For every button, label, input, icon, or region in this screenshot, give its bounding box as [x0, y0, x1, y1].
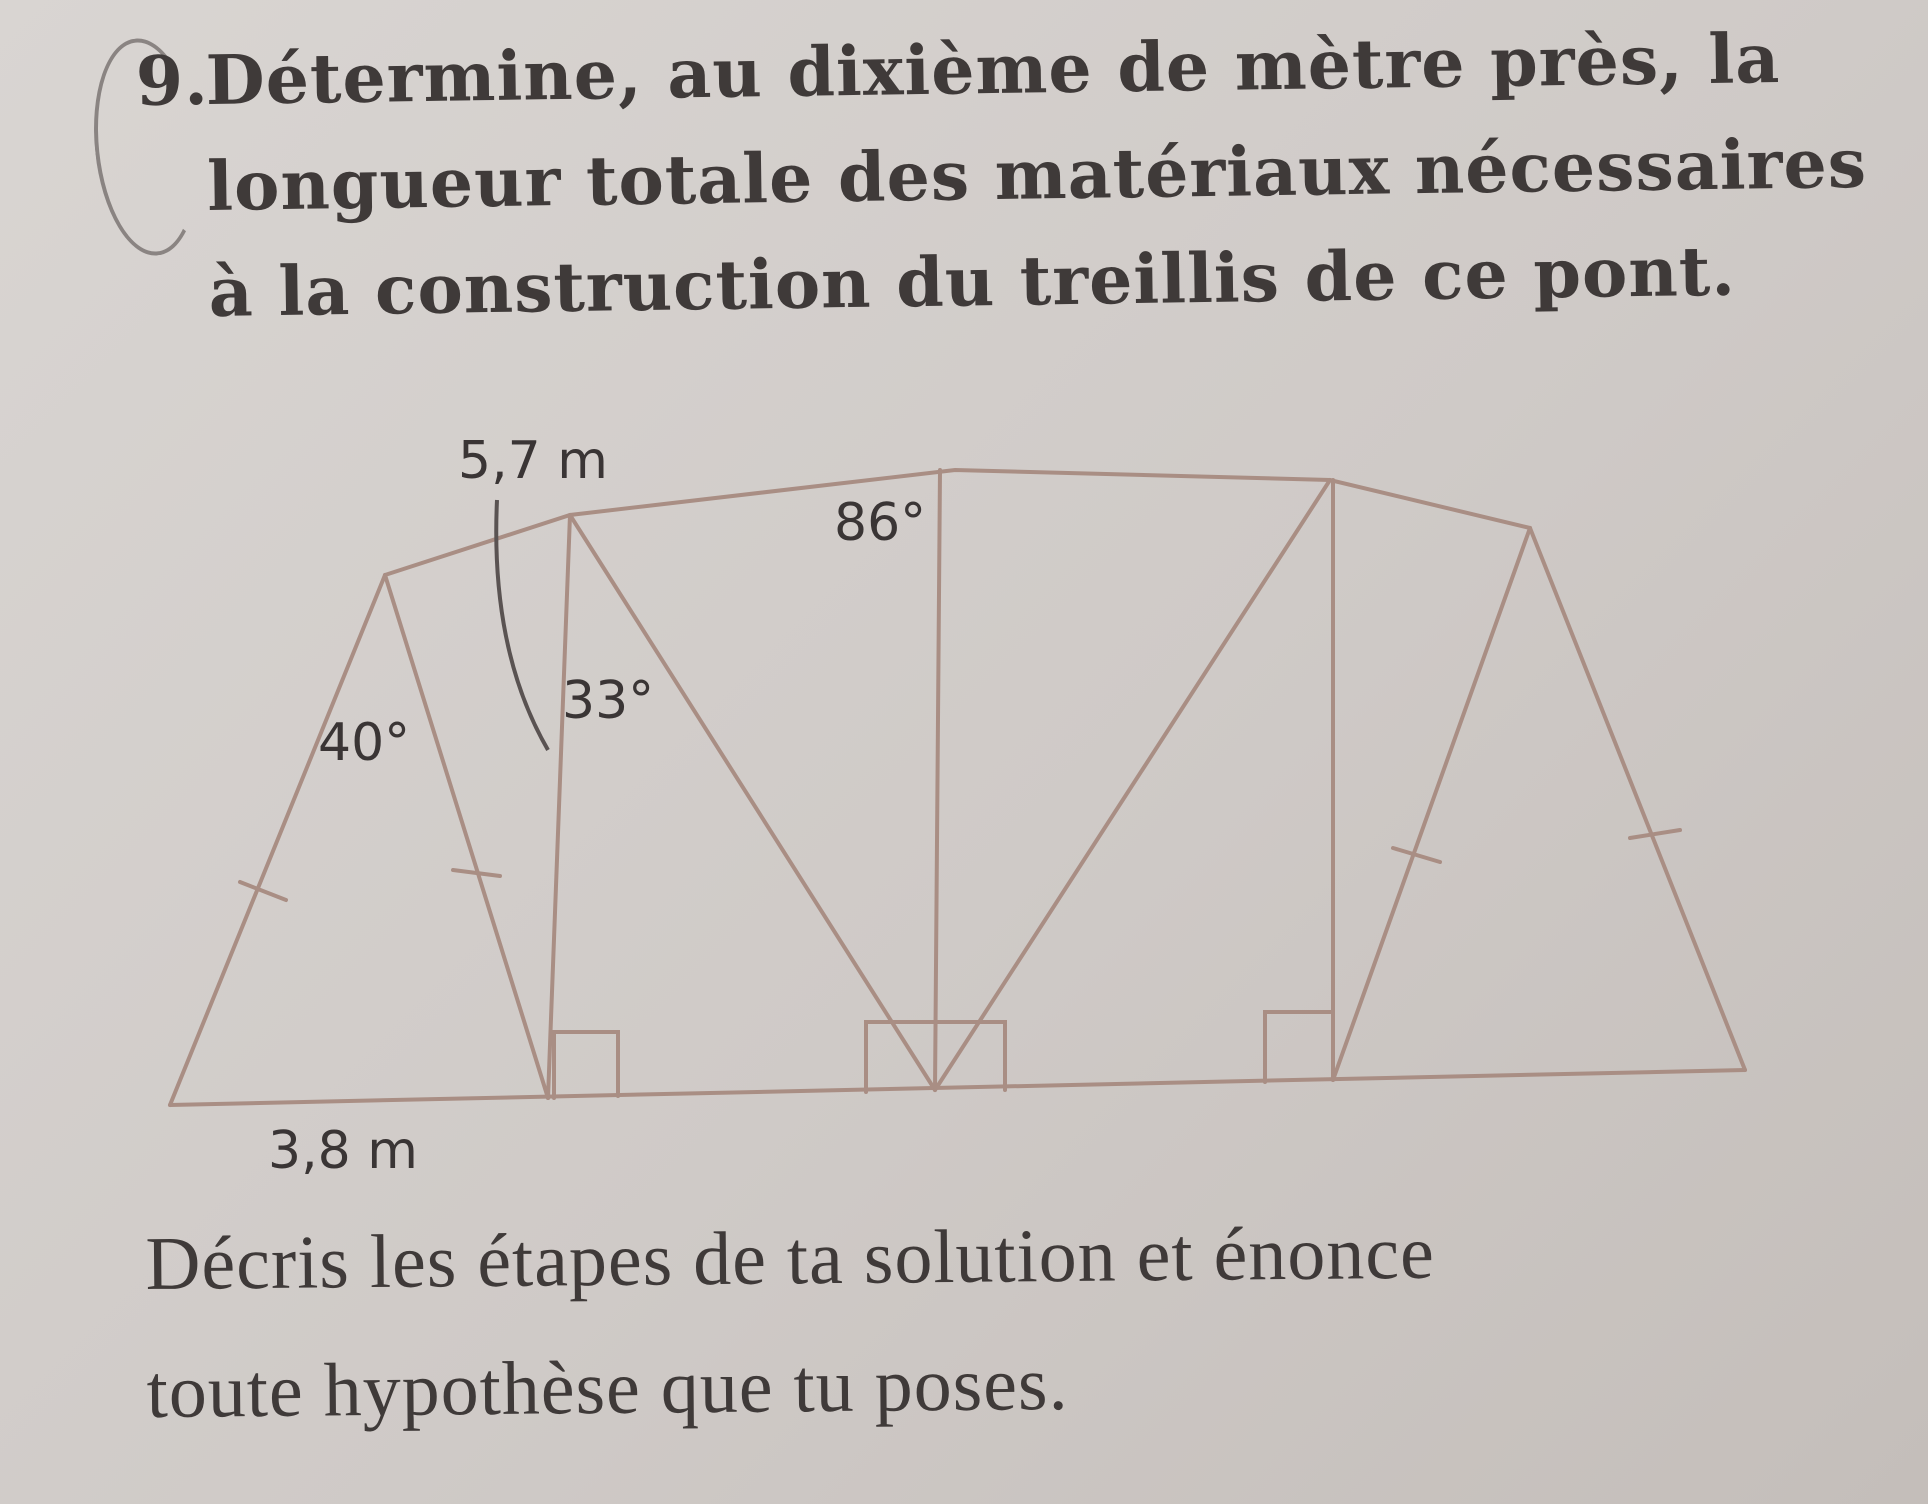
instructions-block — [145, 1185, 1847, 1456]
left-diagonal — [570, 515, 935, 1090]
question-line-1: Détermine, au dixième de mètre près, la — [205, 19, 1781, 121]
right-outer-leg — [1530, 528, 1745, 1070]
instructions-line-2: toute hypothèse que tu poses. — [146, 1341, 1069, 1434]
left-outer-leg — [170, 575, 385, 1105]
left-vertical — [548, 515, 570, 1098]
instructions-line-1: Décris les étapes de ta solution et énonce — [145, 1210, 1436, 1306]
right-inner-leg — [1333, 528, 1530, 1080]
bottom-chord — [170, 1070, 1745, 1105]
label-top-left-length: 5,7 m — [458, 431, 608, 491]
label-angle-middle: 33° — [562, 671, 655, 731]
tick-mark — [1630, 830, 1680, 838]
left-inner-leg — [385, 575, 548, 1098]
question-number: 9. — [135, 40, 210, 122]
question-line-3: à la construction du treillis de ce pont. — [208, 231, 1737, 333]
label-angle-left: 40° — [318, 713, 411, 773]
right-angle-mark-right — [1265, 1012, 1331, 1082]
right-angle-mark-left — [554, 1032, 618, 1098]
label-bottom-left-length: 3,8 m — [268, 1121, 418, 1181]
tick-mark — [240, 882, 286, 900]
label-angle-top: 86° — [834, 493, 927, 553]
question-line-2: longueur totale des matériaux nécessaires — [206, 123, 1868, 227]
center-vertical — [935, 470, 940, 1090]
right-diagonal — [935, 480, 1330, 1090]
